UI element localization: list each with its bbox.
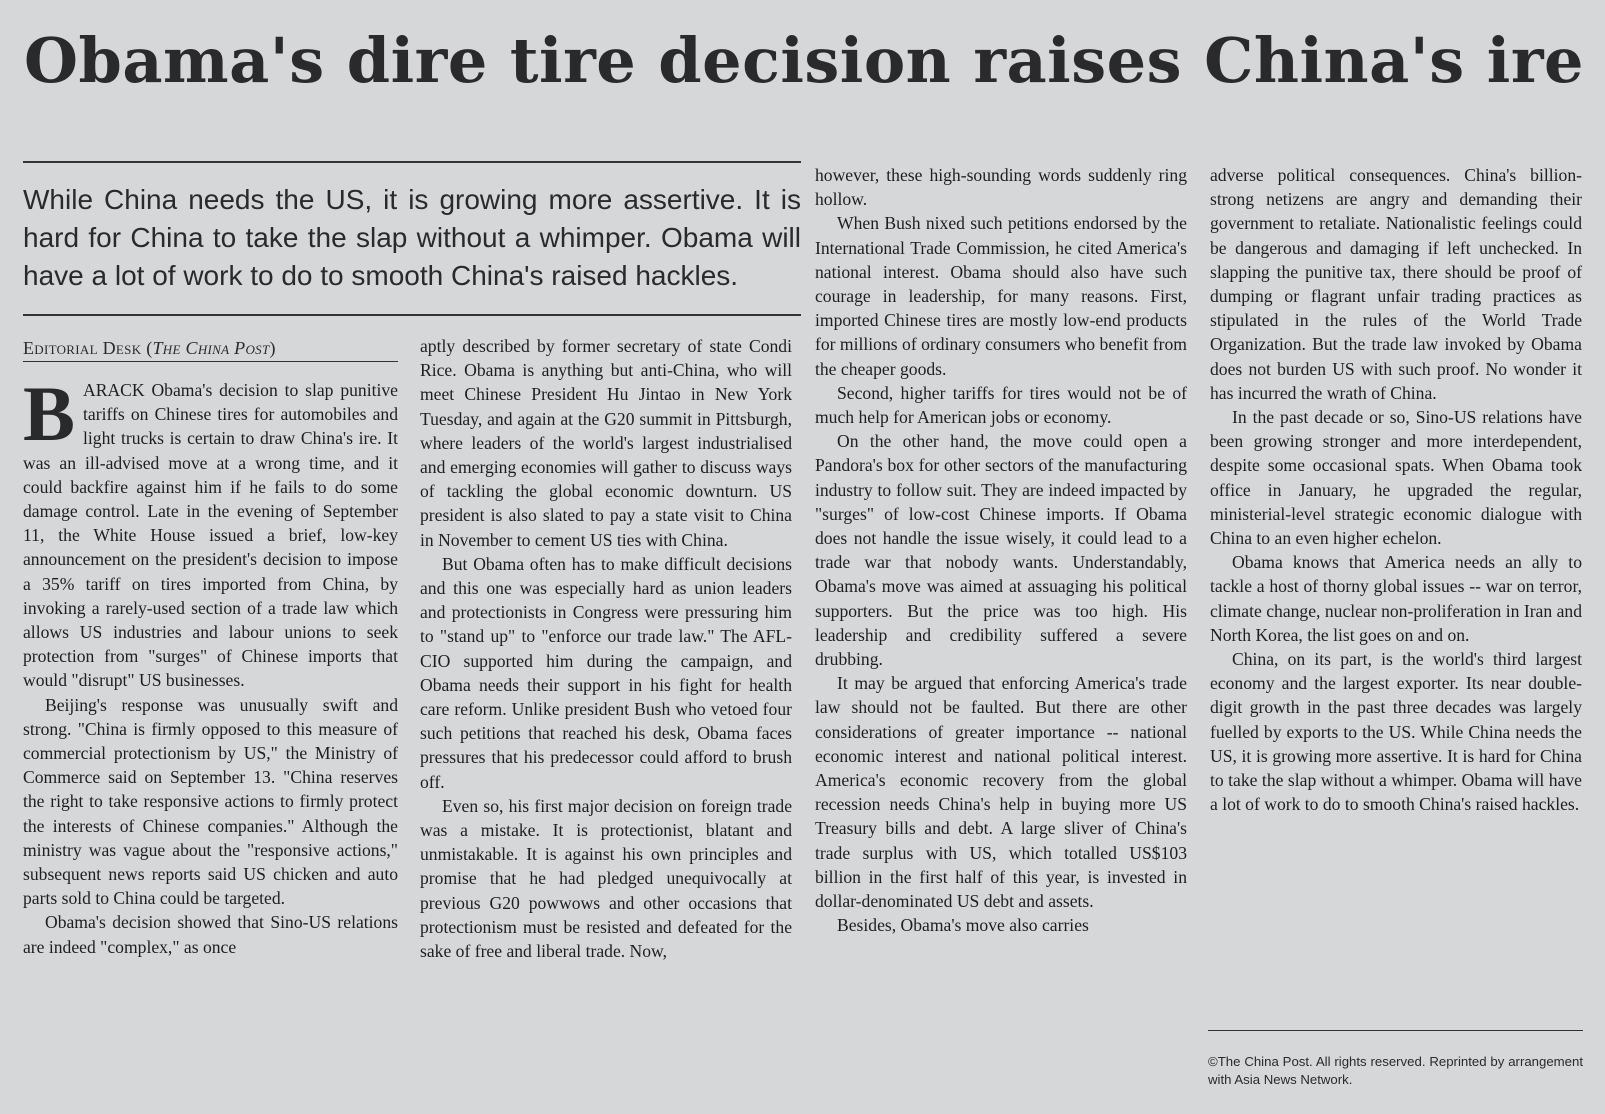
paragraph: But Obama often has to make difficult decisions and this one was especially hard as union leaders and protectionists in Congress were pressuring him to "stand up" to "enforce our trade law." The AFL-CIO supported him during the campaign, and Obama needs their support in his fight for health care reform. Unlike president Bush who vetoed four such petitions that reached his desk, Obama faces pressures that his predecessor could afford to brush off. xyxy=(420,553,792,792)
paragraph: On the other hand, the move could open a Pandora's box for other sectors of the manufacturing industry to follow suit. They are indeed impacted by "surges" of low-cost Chinese imports. If Obama does not handle the issue wisely, it could lead to a trade war that nobody wants. Understandably, Obama's move was aimed at assuaging his political supporters. But the price was too high. His leadership and credibility suffered a severe drubbing. xyxy=(815,431,1187,670)
paragraph: When Bush nixed such petitions endorsed by the International Trade Commission, he cited America's national interest. Obama should also have such courage in leadership, for many reasons. First, imported Chinese tires are mostly low-end products for millions of ordinary consumers who benefit from the cheaper goods. xyxy=(815,213,1187,379)
headline: Obama's dire tire decision raises China's ire xyxy=(24,24,1584,97)
byline xyxy=(23,338,398,359)
article-column-1 xyxy=(23,370,398,959)
article-column-3 xyxy=(815,163,1187,938)
deck-summary: While China needs the US, it is growing more assertive. It is hard for China to take the slap without a whimper. Obama will have a lot of work to do to smooth China's raised hackles. xyxy=(23,184,801,291)
byline-desk: Editorial Desk ( xyxy=(23,338,153,358)
paragraph: Even so, his first major decision on foreign trade was a mistake. It is protectionist, blatant and unmistakable. It is against his own principles and promise that he had pledged unequivocally at previous G20 powwows and other occasions that protectionism must be resisted and defeated for the sake of free and liberal trade. Now, xyxy=(420,795,792,962)
credit-rule xyxy=(1208,1030,1583,1031)
byline-rule xyxy=(23,361,398,362)
paragraph: In the past decade or so, Sino-US relations have been growing stronger and more interdependent, despite some occasional spats. When Obama took office in January, he upgraded the regular, ministerial-level strategic economic dialogue with China to an even higher echelon. xyxy=(1210,407,1582,549)
paragraph: Second, higher tariffs for tires would not be of much help for American jobs or economy. xyxy=(815,382,1187,428)
paragraph: aptly described by former secretary of state Condi Rice. Obama is anything but anti-China, who will meet Chinese President Hu Jintao in New York Tuesday, and again at the G20 summit in Pittsburgh, where leaders of the world's largest industrialised and emerging economies will gather to discuss ways of tackling the global economic downturn. US president is also slated to pay a state visit to China in November to cement US ties with China. xyxy=(420,336,792,550)
paragraph: Obama's decision showed that Sino-US relations are indeed "complex," as once xyxy=(23,912,398,957)
paragraph: however, these high-sounding words suddenly ring hollow. xyxy=(815,165,1187,210)
paragraph: China, on its part, is the world's third largest economy and the largest exporter. Its near double-digit growth in the past three decades was largely fuelled by exports to the US. While China needs the US, it is growing more assertive. It is hard for China to take the slap without a whimper. Obama will have a lot of work to do to smooth China's raised hackles. xyxy=(1210,649,1582,815)
paragraph: adverse political consequences. China's billion-strong netizens are angry and demanding their government to retaliate. Nationalistic feelings could be dangerous and damaging if left unchecked. In slapping the punitive tax, there should be proof of dumping or flagrant unfair trading practices as stipulated in the rules of the World Trade Organization. But the trade law invoked by Obama does not burden US with such proof. No wonder it has incurred the wrath of China. xyxy=(1210,165,1582,403)
paragraph: It may be argued that enforcing America's trade law should not be faulted. But there are other considerations of greater importance -- national economic interest and national political interest. America's economic recovery from the global recession needs China's help in buying more US Treasury bills and debt. A large sliver of China's trade surplus with US, which totalled US$103 billion in the first half of this year, is invested in dollar-denominated US debt and assets. xyxy=(815,673,1187,912)
article-column-2 xyxy=(420,334,792,963)
paragraph: BARACK Obama's decision to slap punitive tariffs on Chinese tires for automobiles and light trucks is certain to draw China's ire. It was an ill-advised move at a wrong time, and it could backfire against him if he fails to do some damage control. Late in the evening of September 11, the White House issued a brief, low-key announcement on the president's decision to impose a 35% tariff on tires imported from China, by invoking a rarely-used section of a trade law which allows US industries and labour unions to seek protection from "surges" of Chinese imports that would "disrupt" US businesses. xyxy=(23,370,398,691)
byline-source: The China Post xyxy=(152,338,270,358)
deck-bottom-rule xyxy=(23,314,801,316)
byline-close: ) xyxy=(269,338,276,358)
paragraph: Besides, Obama's move also carries xyxy=(837,915,1089,936)
deck-top-rule xyxy=(23,161,801,163)
copyright-credit: ©The China Post. All rights reserved. Reprinted by arrangement with Asia News Network. xyxy=(1208,1054,1583,1087)
paragraph: Beijing's response was unusually swift and strong. "China is firmly opposed to this measure of commercial protectionism by US," the Ministry of Commerce said on September 13. "China reserves the right to take responsive actions to firmly protect the interests of Chinese companies." Although the ministry was vague about the "responsive actions," subsequent news reports said US chicken and auto parts sold to China could be targeted. xyxy=(23,694,398,909)
drop-cap: B xyxy=(23,370,76,457)
paragraph: Obama knows that America needs an ally to tackle a host of thorny global issues -- war on terror, climate change, nuclear non-proliferation in Iran and North Korea, the list goes on and on. xyxy=(1210,552,1582,645)
article-column-4 xyxy=(1210,163,1582,816)
